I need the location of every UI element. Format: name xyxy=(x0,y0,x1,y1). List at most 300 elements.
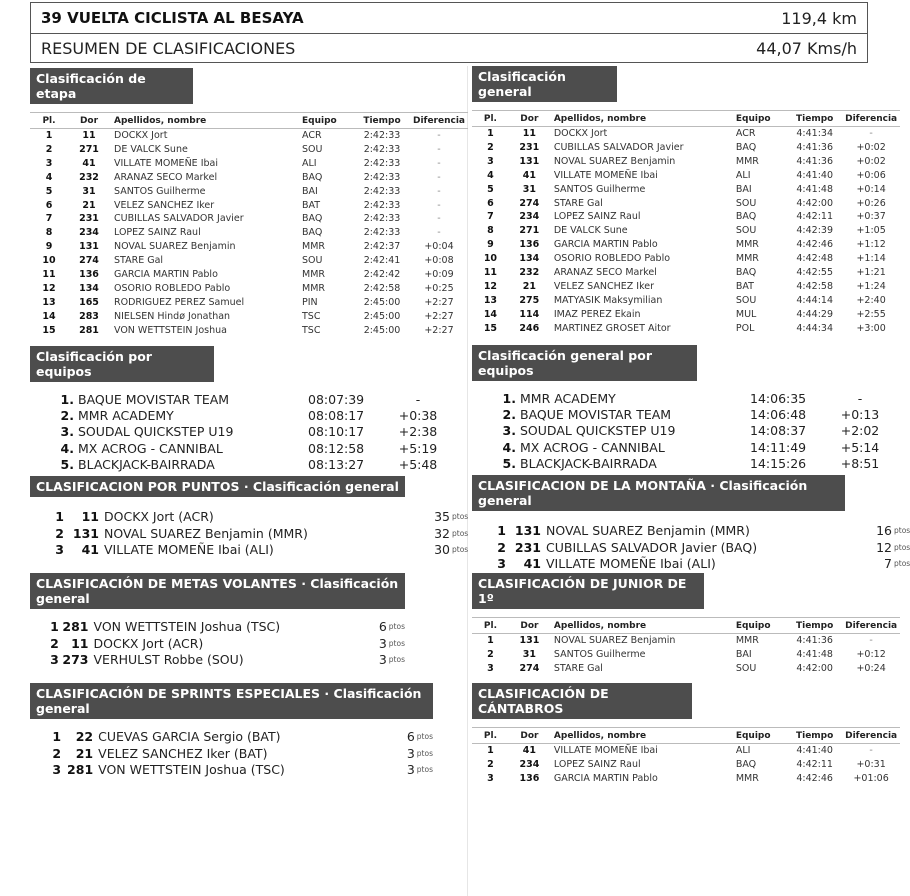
cell-pl: 1 xyxy=(487,128,494,139)
cell-dor: 21 xyxy=(522,280,536,292)
points-unit: ptos xyxy=(416,732,433,741)
cell-team: MMR xyxy=(302,282,325,294)
column-header-time: Tiempo xyxy=(787,618,842,634)
cell-dor: 232 xyxy=(519,267,540,279)
cell-name: OSORIO ROBLEDO Pablo xyxy=(114,282,231,294)
cell-team: SOU xyxy=(735,225,757,237)
cell-team: SOU xyxy=(302,143,323,155)
cell-dor: 271 xyxy=(519,225,540,237)
cell-time: 4:42:46 xyxy=(796,772,833,784)
points-row xyxy=(30,746,433,763)
rider-bib: 131 xyxy=(72,525,99,541)
points-unit: ptos xyxy=(388,622,405,631)
team-name: BLACKJACK-BAIRRADA xyxy=(520,455,657,471)
column-header-name: Apellidos, nombre xyxy=(550,728,736,744)
cell-dor: 231 xyxy=(79,213,99,225)
cell-pl: 2 xyxy=(45,143,53,155)
cell-team: TSC xyxy=(302,324,321,336)
cell-diff: - xyxy=(437,130,441,141)
cell-diff: +0:09 xyxy=(424,269,454,281)
cell-team: BAQ xyxy=(735,141,757,153)
column-header-pl: Pl. xyxy=(472,728,509,744)
cell-diff: +0:26 xyxy=(856,197,886,209)
cell-team: MMR xyxy=(302,269,325,281)
table-row xyxy=(30,296,468,310)
cell-diff: - xyxy=(437,143,441,155)
cell-diff: +0:14 xyxy=(856,183,886,195)
rider-position: 2 xyxy=(50,635,59,651)
team-gap: +8:51 xyxy=(840,455,880,471)
cell-diff: +0:24 xyxy=(856,662,886,674)
cell-diff: - xyxy=(437,227,441,239)
rider-bib: 41 xyxy=(523,556,541,571)
cell-time: 4:42:39 xyxy=(796,225,833,237)
cell-dor: 131 xyxy=(519,155,540,167)
team-position: 5. xyxy=(60,456,74,472)
cell-time: 4:42:48 xyxy=(796,253,833,265)
cell-dor: 11 xyxy=(522,128,536,139)
team-gap: - xyxy=(857,391,863,406)
team-row xyxy=(472,407,890,423)
cell-diff: +2:27 xyxy=(424,296,454,308)
rider-name: VON WETTSTEIN Joshua (TSC) xyxy=(93,619,281,634)
cell-diff: +0:25 xyxy=(424,282,454,294)
table-row xyxy=(30,199,468,213)
points-row xyxy=(472,540,910,557)
cell-time: 4:41:36 xyxy=(796,635,833,646)
cell-pl: 15 xyxy=(42,324,56,336)
points-unit: ptos xyxy=(894,526,910,535)
cell-pl: 2 xyxy=(487,758,494,770)
rider-position: 1 xyxy=(52,729,62,744)
rider-position: 3 xyxy=(52,762,62,777)
rider-bib: 22 xyxy=(75,729,94,744)
team-name: SOUDAL QUICKSTEP U19 xyxy=(78,424,234,440)
rider-position: 3 xyxy=(50,652,59,667)
team-time: 08:10:17 xyxy=(308,424,365,440)
cell-team: MMR xyxy=(735,253,759,265)
team-time: 08:08:17 xyxy=(308,408,365,424)
cell-pl: 14 xyxy=(42,310,56,322)
cell-dor: 281 xyxy=(79,324,99,336)
cell-dor: 136 xyxy=(519,772,540,784)
cell-dor: 136 xyxy=(79,269,99,281)
cell-dor: 274 xyxy=(79,255,99,267)
cell-time: 4:42:00 xyxy=(796,662,833,674)
rider-name: VILLATE MOMEÑE Ibai (ALI) xyxy=(546,556,716,571)
cell-team: MMR xyxy=(735,772,759,784)
rider-points: 35 xyxy=(434,509,450,524)
average-speed: 44,07 Kms/h xyxy=(756,38,857,58)
cell-dor: 11 xyxy=(82,130,96,141)
cell-time: 2:42:37 xyxy=(363,241,401,253)
cell-pl: 3 xyxy=(487,662,494,674)
team-name: SOUDAL QUICKSTEP U19 xyxy=(520,423,676,439)
section-title: CLASIFICACIÓN DE SPRINTS ESPECIALES · Clasificación general xyxy=(30,683,433,719)
points-classification xyxy=(30,476,468,559)
cell-pl: 13 xyxy=(483,294,498,306)
column-header-diff: Diferencia xyxy=(410,113,468,129)
cell-team: PIN xyxy=(302,296,318,308)
team-stage-classification xyxy=(30,346,448,473)
section-title: Clasificación de etapa xyxy=(30,68,193,104)
column-header-team: Equipo xyxy=(736,618,787,634)
column-header-time: Tiempo xyxy=(354,113,410,129)
race-subtitle: RESUMEN DE CLASIFICACIONES xyxy=(41,38,296,58)
cell-name: MATYASIK Maksymilian xyxy=(553,294,663,306)
cell-diff: +2:55 xyxy=(856,308,886,320)
cell-time: 2:42:33 xyxy=(363,130,401,141)
cell-time: 4:42:58 xyxy=(796,280,833,292)
table-row xyxy=(472,758,900,772)
section-title: CLASIFICACION POR PUNTOS · Clasificación general xyxy=(30,476,405,497)
table-row xyxy=(472,648,900,662)
column-header-team: Equipo xyxy=(736,728,787,744)
table-header-row xyxy=(472,728,900,744)
rider-position: 2 xyxy=(55,525,64,541)
rider-position: 1 xyxy=(50,619,59,634)
table-row xyxy=(472,266,900,280)
team-row xyxy=(30,441,448,457)
section-title: Clasificación general xyxy=(472,66,617,102)
cell-dor: 114 xyxy=(519,308,540,320)
column-header-diff: Diferencia xyxy=(842,111,900,127)
team-name: MMR ACADEMY xyxy=(520,391,616,406)
cell-pl: 1 xyxy=(487,635,494,646)
team-position: 4. xyxy=(60,440,74,456)
cell-time: 2:45:00 xyxy=(363,310,401,322)
points-unit: ptos xyxy=(452,512,469,521)
column-header-dor: Dor xyxy=(509,618,550,634)
cell-pl: 12 xyxy=(42,282,56,294)
table-row xyxy=(30,324,468,338)
rider-points: 12 xyxy=(876,539,892,555)
team-position: 1. xyxy=(502,391,516,406)
cell-name: SANTOS Guilherme xyxy=(114,185,206,197)
rider-position: 1 xyxy=(55,509,64,524)
cell-time: 2:42:33 xyxy=(363,213,401,225)
team-name: BLACKJACK-BAIRRADA xyxy=(78,456,215,472)
cell-time: 2:42:33 xyxy=(363,171,401,183)
column-header-dor: Dor xyxy=(68,113,110,129)
cell-dor: 246 xyxy=(519,322,540,334)
rider-name: VILLATE MOMEÑE Ibai (ALI) xyxy=(104,542,274,557)
points-unit: ptos xyxy=(388,655,405,664)
rider-position: 2 xyxy=(497,539,506,555)
table-row xyxy=(472,141,900,155)
points-row xyxy=(30,542,468,559)
cell-team: BAQ xyxy=(735,267,757,279)
rider-points: 32 xyxy=(434,525,450,541)
points-unit: ptos xyxy=(416,765,433,774)
rider-name: CUEVAS GARCIA Sergio (BAT) xyxy=(98,729,281,744)
team-gap: +5:14 xyxy=(840,439,880,455)
cell-dor: 234 xyxy=(79,227,99,239)
cell-time: 2:42:58 xyxy=(363,282,401,294)
cell-team: SOU xyxy=(302,255,323,267)
cell-team: ALI xyxy=(735,169,751,181)
points-row xyxy=(472,523,910,540)
team-time: 14:11:49 xyxy=(750,439,807,455)
column-header-time: Tiempo xyxy=(787,728,842,744)
cell-diff: +3:00 xyxy=(856,322,886,334)
rider-name: NOVAL SUAREZ Benjamin (MMR) xyxy=(104,525,308,541)
cell-diff: +2:27 xyxy=(424,310,454,322)
junior-classification xyxy=(472,573,900,676)
points-row xyxy=(30,509,468,526)
cell-dor: 231 xyxy=(519,141,540,153)
team-position: 3. xyxy=(60,424,74,440)
cantabros-classification xyxy=(472,683,900,786)
table-row xyxy=(30,268,468,282)
table-row xyxy=(30,157,468,171)
column-header-diff: Diferencia xyxy=(842,728,900,744)
rider-points: 3 xyxy=(406,745,415,761)
cell-time: 2:45:00 xyxy=(363,324,401,336)
cell-dor: 274 xyxy=(519,662,540,674)
special-sprints-classification xyxy=(30,683,433,779)
table-header-row xyxy=(472,618,900,634)
points-unit: ptos xyxy=(388,638,405,648)
cell-name: SANTOS Guilherme xyxy=(553,183,646,195)
cell-pl: 10 xyxy=(42,255,56,267)
column-header-time: Tiempo xyxy=(787,111,842,127)
cell-name: NIELSEN Hindø Jonathan xyxy=(114,310,231,322)
rider-name: VELEZ SANCHEZ Iker (BAT) xyxy=(98,745,268,761)
cell-time: 4:44:14 xyxy=(796,294,833,306)
rider-name: VERHULST Robbe (SOU) xyxy=(93,652,244,667)
cell-pl: 3 xyxy=(487,155,494,167)
race-title: 39 VUELTA CICLISTA AL BESAYA xyxy=(41,9,304,27)
cell-diff: - xyxy=(869,635,873,646)
table-row xyxy=(472,280,900,294)
table-row xyxy=(472,308,900,322)
cell-diff: - xyxy=(869,745,873,756)
cell-name: LOPEZ SAINZ Raul xyxy=(114,227,201,239)
team-row xyxy=(30,424,448,440)
cell-dor: 131 xyxy=(79,241,99,253)
team-row xyxy=(472,391,890,407)
team-position: 1. xyxy=(60,392,74,407)
cell-diff: +0:37 xyxy=(856,211,886,223)
cell-pl: 5 xyxy=(45,185,53,197)
table-row xyxy=(472,238,900,252)
rider-position: 2 xyxy=(52,745,62,761)
cell-team: MMR xyxy=(735,635,759,646)
cell-team: BAQ xyxy=(735,758,757,770)
cell-time: 2:42:33 xyxy=(363,199,401,211)
cell-pl: 7 xyxy=(487,211,494,223)
team-row xyxy=(472,440,890,456)
team-row xyxy=(472,423,890,439)
table-row xyxy=(472,127,900,141)
cell-pl: 4 xyxy=(45,171,53,183)
cell-name: NOVAL SUAREZ Benjamin xyxy=(553,155,676,167)
sprints-list xyxy=(30,729,433,779)
team-gap: +2:38 xyxy=(398,424,438,440)
cell-diff: +0:31 xyxy=(856,758,886,770)
rider-name: VON WETTSTEIN Joshua (TSC) xyxy=(98,762,285,777)
table-row xyxy=(472,252,900,266)
cell-dor: 234 xyxy=(519,758,540,770)
points-row xyxy=(30,762,433,779)
team-gap: +2:02 xyxy=(840,423,880,439)
stage-table xyxy=(30,112,468,338)
cell-diff: +0:12 xyxy=(856,648,886,660)
cell-dor: 41 xyxy=(522,745,537,756)
rider-bib: 131 xyxy=(514,523,541,538)
team-general-classification xyxy=(472,345,890,472)
cell-pl: 5 xyxy=(487,183,494,195)
cell-dor: 41 xyxy=(522,169,536,181)
team-name: BAQUE MOVISTAR TEAM xyxy=(520,407,672,423)
cell-dor: 134 xyxy=(519,253,540,265)
cell-name: VILLATE MOMEÑE Ibai xyxy=(553,169,658,181)
team-gap: +5:48 xyxy=(398,456,438,472)
table-row xyxy=(30,171,468,185)
table-row xyxy=(30,185,468,199)
race-title-row xyxy=(31,3,867,34)
points-list xyxy=(30,509,468,559)
cell-diff: +0:02 xyxy=(856,155,886,167)
table-row xyxy=(472,662,900,676)
cell-diff: +1:24 xyxy=(856,280,886,292)
cell-time: 2:42:33 xyxy=(363,157,401,169)
cell-time: 4:41:34 xyxy=(796,128,833,139)
cell-diff: +0:08 xyxy=(424,255,454,267)
cell-dor: 165 xyxy=(79,296,99,308)
cell-diff: +0:02 xyxy=(856,141,886,153)
table-row xyxy=(472,224,900,238)
rider-bib: 21 xyxy=(75,745,94,761)
cell-time: 4:42:11 xyxy=(796,211,833,223)
cell-pl: 7 xyxy=(45,213,53,225)
rider-name: DOCKX Jort (ACR) xyxy=(104,509,214,524)
column-header-diff: Diferencia xyxy=(842,618,900,634)
cell-team: MUL xyxy=(735,308,757,320)
rider-points: 3 xyxy=(378,635,387,651)
cell-diff: - xyxy=(437,157,441,169)
cell-name: GARCIA MARTIN Pablo xyxy=(553,239,658,251)
cell-diff: +1:12 xyxy=(856,239,886,251)
points-unit: ptos xyxy=(416,748,433,758)
team-name: MX ACROG - CANNIBAL xyxy=(78,440,223,456)
cell-dor: 31 xyxy=(522,183,536,195)
cell-name: NOVAL SUAREZ Benjamin xyxy=(114,241,236,253)
points-row xyxy=(30,636,405,653)
cell-pl: 4 xyxy=(487,169,494,181)
cell-name: MARTINEZ GROSET Aitor xyxy=(553,322,671,334)
points-row xyxy=(472,556,910,573)
cell-team: BAT xyxy=(302,199,321,211)
cell-name: DE VALCK Sune xyxy=(553,225,628,237)
cell-dor: 134 xyxy=(79,282,99,294)
cell-name: CUBILLAS SALVADOR Javier xyxy=(114,213,244,225)
section-title: CLASIFICACION DE LA MONTAÑA · Clasificación general xyxy=(472,475,845,511)
cell-team: BAI xyxy=(735,183,752,195)
team-list xyxy=(472,391,890,472)
rider-bib: 273 xyxy=(62,652,89,667)
team-name: MMR ACADEMY xyxy=(78,408,174,424)
cell-name: STARE Gal xyxy=(553,662,603,674)
rider-name: NOVAL SUAREZ Benjamin (MMR) xyxy=(546,523,750,538)
intermediate-list xyxy=(30,619,405,669)
cell-team: BAQ xyxy=(302,171,323,183)
cell-pl: 8 xyxy=(45,227,53,239)
cell-time: 4:42:00 xyxy=(796,197,833,209)
cell-diff: +1:21 xyxy=(856,267,886,279)
cell-dor: 41 xyxy=(82,157,96,169)
cell-time: 4:41:36 xyxy=(796,141,833,153)
cell-dor: 274 xyxy=(519,197,540,209)
cell-diff: +0:04 xyxy=(424,241,454,253)
general-table xyxy=(472,110,900,336)
cell-name: ARANAZ SECO Markel xyxy=(553,267,657,279)
points-unit: ptos xyxy=(894,559,910,568)
cell-name: DOCKX Jort xyxy=(553,128,608,139)
cell-team: ACR xyxy=(302,130,322,141)
section-title: CLASIFICACIÓN DE JUNIOR DE 1º xyxy=(472,573,704,609)
general-classification xyxy=(472,66,900,336)
table-row xyxy=(472,210,900,224)
cell-time: 4:42:55 xyxy=(796,267,833,279)
rider-points: 7 xyxy=(884,556,892,571)
table-row xyxy=(30,212,468,226)
cell-name: LOPEZ SAINZ Raul xyxy=(553,758,641,770)
cell-team: BAQ xyxy=(735,211,757,223)
cell-diff: +0:06 xyxy=(856,169,886,181)
table-row xyxy=(30,310,468,324)
mountain-list xyxy=(472,523,910,573)
cell-pl: 11 xyxy=(42,269,56,281)
cell-dor: 232 xyxy=(79,171,99,183)
cell-name: VON WETTSTEIN Joshua xyxy=(114,324,227,336)
rider-bib: 41 xyxy=(81,542,99,557)
cell-name: NOVAL SUAREZ Benjamin xyxy=(553,635,676,646)
cell-name: VILLATE MOMEÑE Ibai xyxy=(553,745,658,756)
table-row xyxy=(30,254,468,268)
cell-time: 2:45:00 xyxy=(363,296,401,308)
mountain-classification xyxy=(472,475,910,573)
team-gap: +5:19 xyxy=(398,440,438,456)
team-position: 2. xyxy=(60,408,74,424)
column-header-dor: Dor xyxy=(509,111,550,127)
cell-time: 4:44:29 xyxy=(796,308,833,320)
stage-classification xyxy=(30,68,468,338)
cell-diff: +2:27 xyxy=(424,324,454,336)
cell-team: BAI xyxy=(735,648,752,660)
cell-diff: - xyxy=(437,199,441,211)
cell-time: 2:42:33 xyxy=(363,185,401,197)
cell-name: GARCIA MARTIN Pablo xyxy=(114,269,218,281)
rider-bib: 11 xyxy=(81,509,99,524)
rider-bib: 11 xyxy=(71,635,89,651)
table-row xyxy=(30,143,468,157)
table-row xyxy=(472,634,900,648)
rider-bib: 231 xyxy=(514,539,541,555)
cell-pl: 14 xyxy=(483,308,498,320)
rider-position: 3 xyxy=(55,542,64,557)
table-row xyxy=(472,322,900,336)
team-position: 3. xyxy=(502,423,516,439)
column-header-team: Equipo xyxy=(736,111,787,127)
cell-name: DE VALCK Sune xyxy=(114,143,188,155)
table-row xyxy=(30,226,468,240)
cell-pl: 10 xyxy=(483,253,498,265)
cell-dor: 234 xyxy=(519,211,540,223)
cell-team: BAT xyxy=(735,280,754,292)
cell-team: BAQ xyxy=(302,227,323,239)
